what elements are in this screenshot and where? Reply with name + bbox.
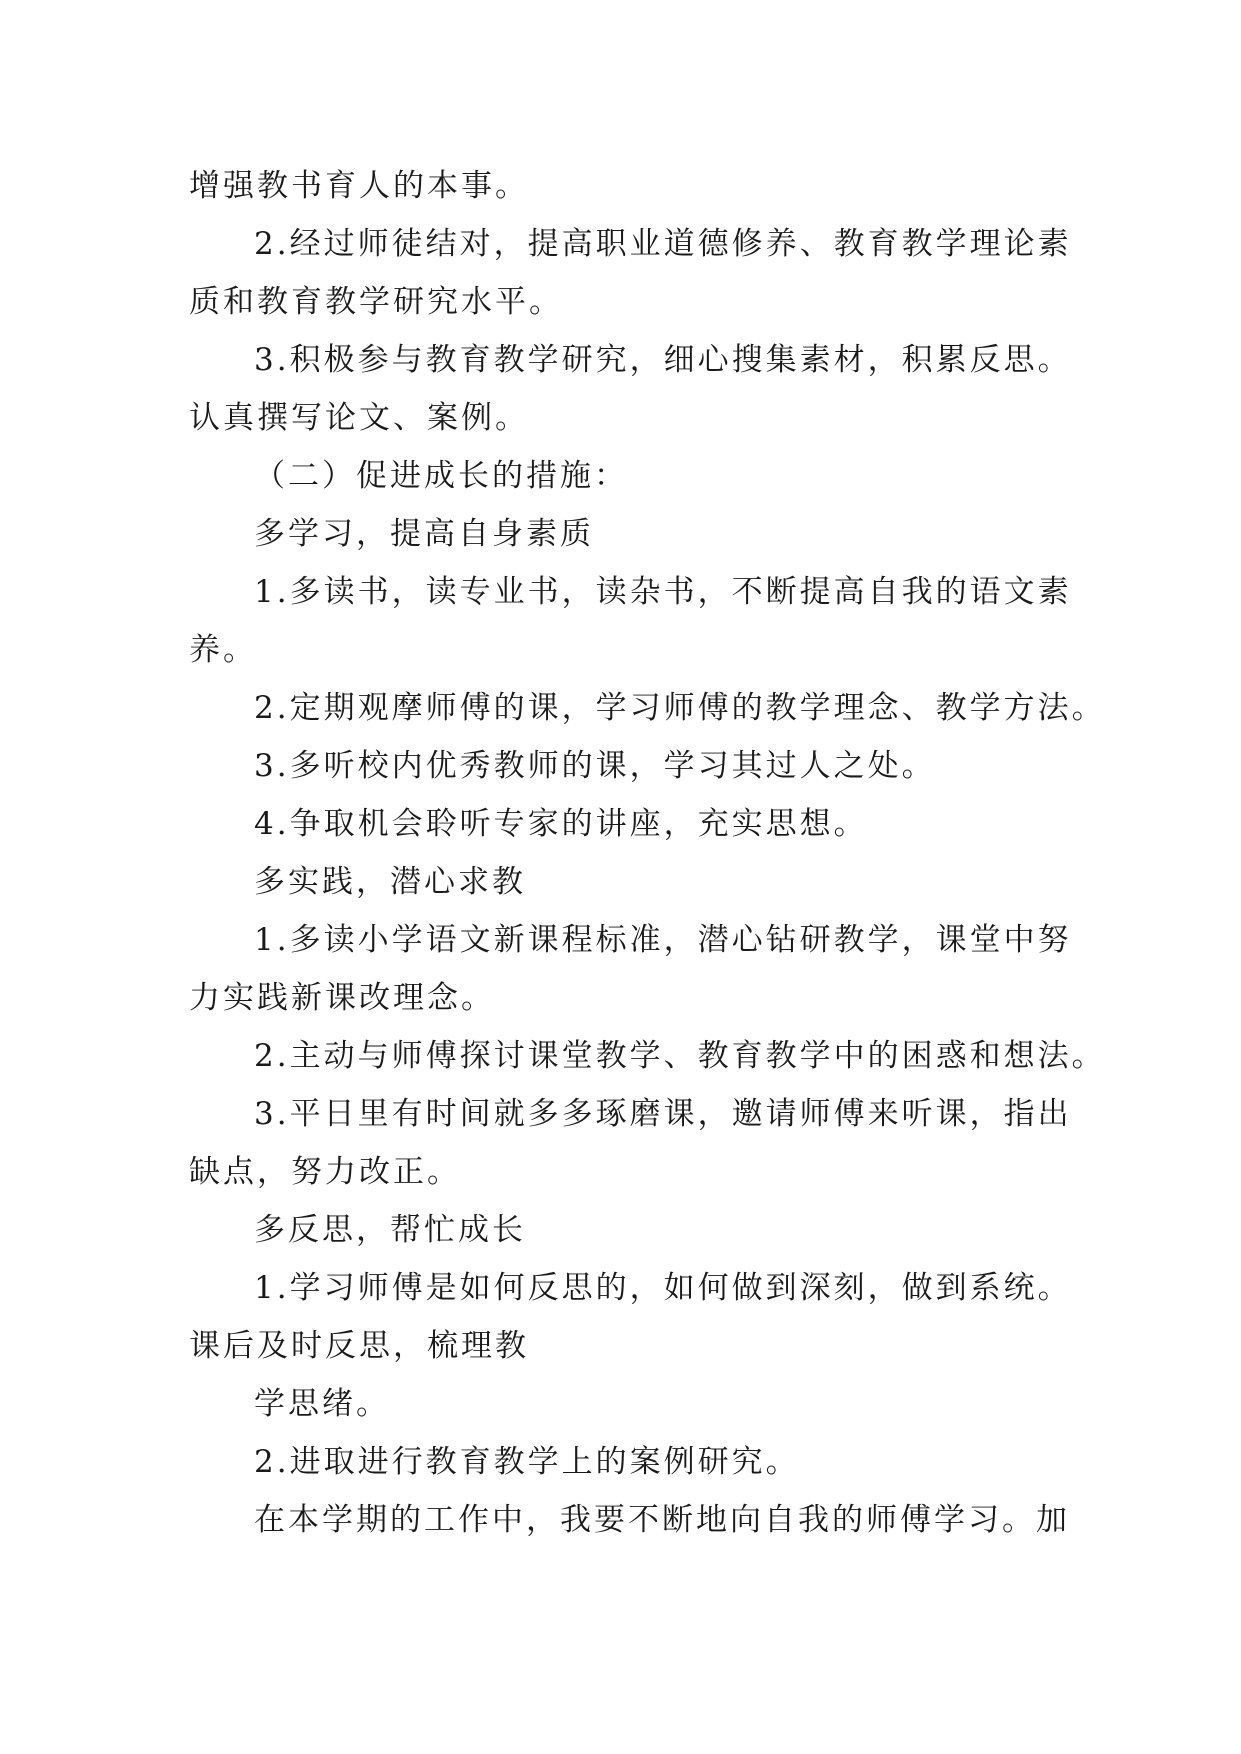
- paragraph-line: 2.经过师徒结对，提高职业道德修养、教育教学理论素: [254, 226, 1072, 262]
- subsection-heading: 多反思，帮忙成长: [254, 1212, 526, 1248]
- paragraph-line: 养。: [189, 632, 257, 668]
- paragraph-line: 1.学习师傅是如何反思的，如何做到深刻，做到系统。: [254, 1270, 1072, 1306]
- paragraph-line: 课后及时反思，梳理教: [189, 1328, 529, 1364]
- subsection-heading: 多学习，提高自身素质: [254, 516, 594, 552]
- paragraph-line: 2.主动与师傅探讨课堂教学、教育教学中的困惑和想法。: [254, 1038, 1106, 1074]
- subsection-heading: 多实践，潜心求教: [254, 864, 526, 900]
- paragraph-line: 增强教书育人的本事。: [189, 168, 529, 204]
- paragraph-line: 学思绪。: [254, 1386, 390, 1422]
- paragraph-line: 认真撰写论文、案例。: [189, 400, 529, 436]
- paragraph-line: 4.争取机会聆听专家的讲座，充实思想。: [254, 806, 868, 842]
- paragraph-line: 在本学期的工作中，我要不断地向自我的师傅学习。加: [254, 1502, 1070, 1538]
- paragraph-line: 1.多读书，读专业书，读杂书，不断提高自我的语文素: [254, 574, 1072, 610]
- section-heading: （二）促进成长的措施：: [254, 458, 628, 494]
- paragraph-line: 2.定期观摩师傅的课，学习师傅的教学理念、教学方法。: [254, 690, 1106, 726]
- paragraph-line: 3.多听校内优秀教师的课，学习其过人之处。: [254, 748, 936, 784]
- paragraph-line: 缺点，努力改正。: [189, 1154, 461, 1190]
- paragraph-line: 3.平日里有时间就多多琢磨课，邀请师傅来听课，指出: [254, 1096, 1072, 1132]
- paragraph-line: 力实践新课改理念。: [189, 980, 495, 1016]
- paragraph-line: 2.进取进行教育教学上的案例研究。: [254, 1444, 800, 1480]
- paragraph-line: 3.积极参与教育教学研究，细心搜集素材，积累反思。: [254, 342, 1072, 378]
- paragraph-line: 质和教育教学研究水平。: [189, 284, 563, 320]
- paragraph-line: 1.多读小学语文新课程标准，潜心钻研教学，课堂中努: [254, 922, 1072, 958]
